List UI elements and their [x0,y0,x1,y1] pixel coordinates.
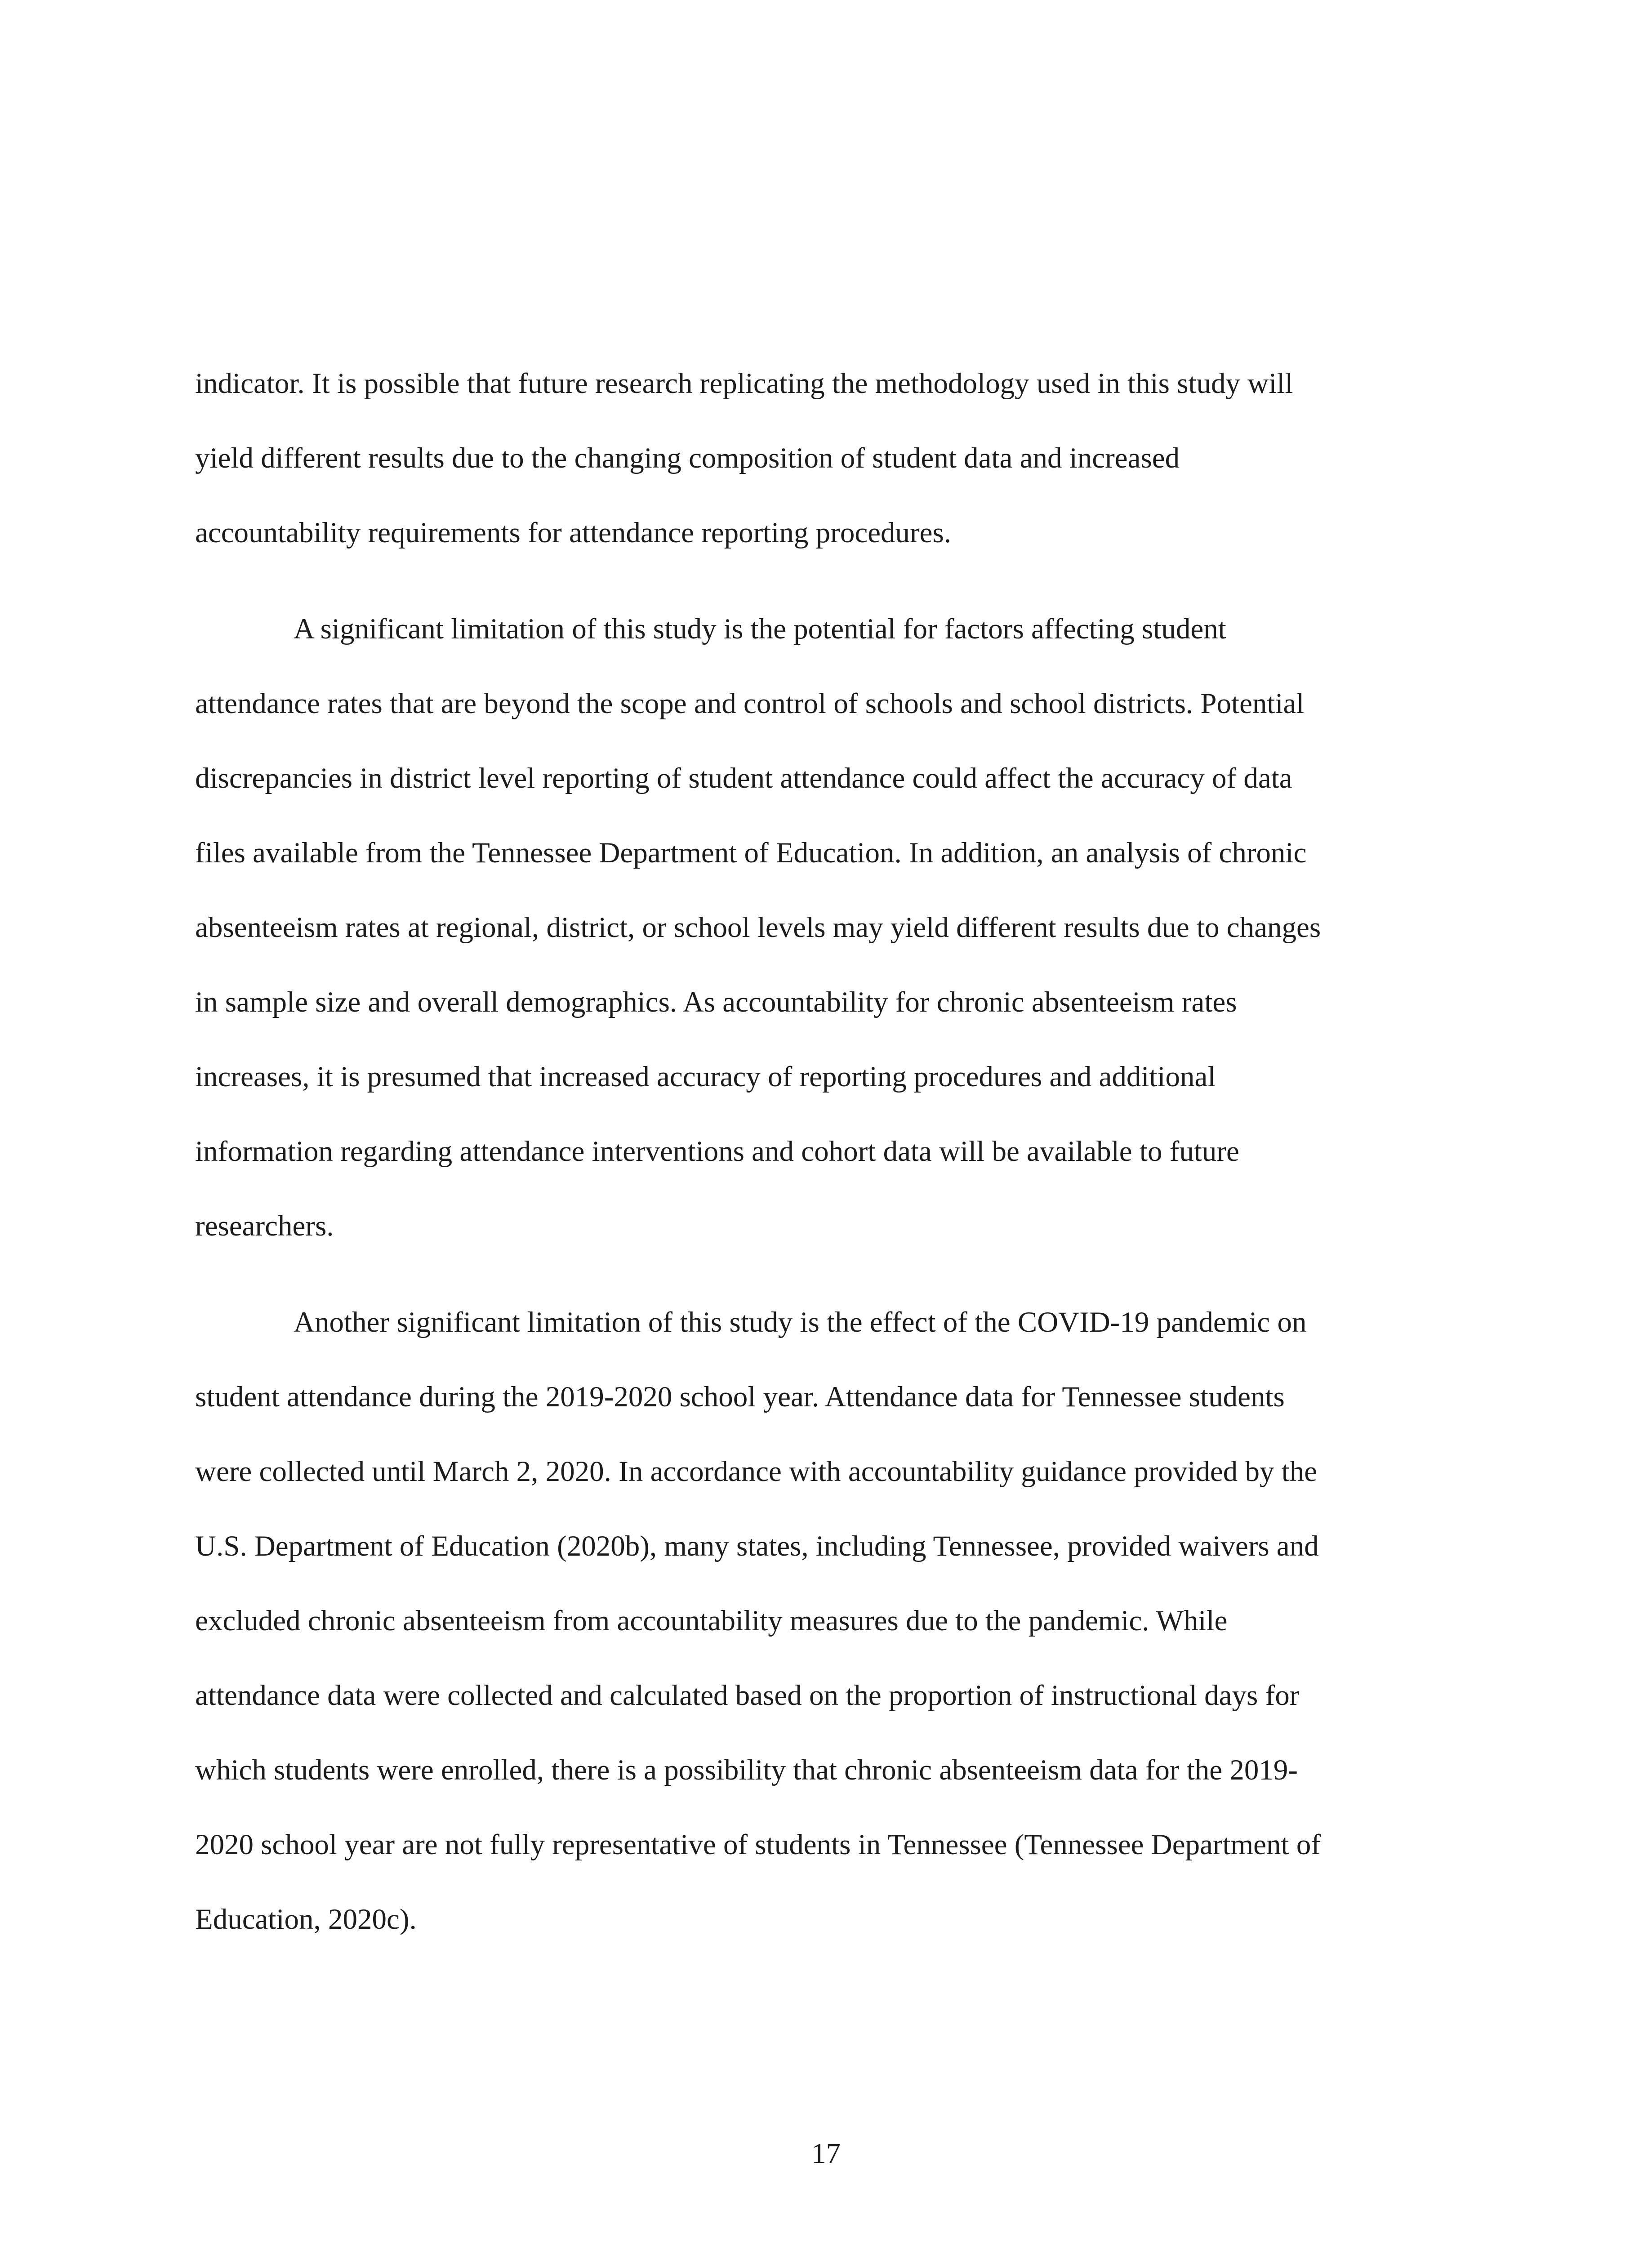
paragraph-spacing [195,570,1457,592]
paragraph-3 [195,1285,1457,1957]
text-line: indicator. It is possible that future research replicating the methodology used in this study will [195,367,1293,400]
text-line: attendance rates that are beyond the scope and control of schools and school districts. Potential [195,687,1305,720]
text-line: researchers. [195,1210,334,1242]
paragraph-2 [195,592,1457,1263]
text-line: 2020 school year are not fully representative of students in Tennessee (Tennessee Department of [195,1829,1321,1861]
paragraph-1 [195,346,1457,570]
text-line: excluded chronic absenteeism from accountability measures due to the pandemic. While [195,1605,1228,1637]
text-line: accountability requirements for attendance reporting procedures. [195,517,952,549]
paragraph-spacing [195,1263,1457,1285]
text-line: student attendance during the 2019-2020 school year. Attendance data for Tennessee students [195,1381,1285,1413]
text-line: yield different results due to the changing composition of student data and increased [195,442,1180,474]
text-line: increases, it is presumed that increased accuracy of reporting procedures and additional [195,1061,1216,1093]
text-line: attendance data were collected and calculated based on the proportion of instructional days for [195,1679,1300,1712]
text-line: Another significant limitation of this study is the effect of the COVID-19 pandemic on [294,1306,1307,1338]
text-line: information regarding attendance interventions and cohort data will be available to future [195,1135,1239,1168]
text-line: U.S. Department of Education (2020b), many states, including Tennessee, provided waivers and [195,1530,1319,1562]
text-line: which students were enrolled, there is a possibility that chronic absenteeism data for the 2019- [195,1754,1298,1786]
text-line: absenteeism rates at regional, district, or school levels may yield different results due to changes [195,911,1321,944]
text-line: discrepancies in district level reporting of student attendance could affect the accuracy of data [195,762,1292,794]
page-number: 17 [811,2137,841,2170]
body-text [195,346,1457,1957]
text-line: were collected until March 2, 2020. In accordance with accountability guidance provided by the [195,1455,1318,1488]
text-line: A significant limitation of this study is the potential for factors affecting student [294,613,1226,645]
text-line: in sample size and overall demographics. As accountability for chronic absenteeism rates [195,986,1237,1018]
text-line: files available from the Tennessee Department of Education. In addition, an analysis of chronic [195,837,1307,869]
text-line: Education, 2020c). [195,1903,417,1936]
